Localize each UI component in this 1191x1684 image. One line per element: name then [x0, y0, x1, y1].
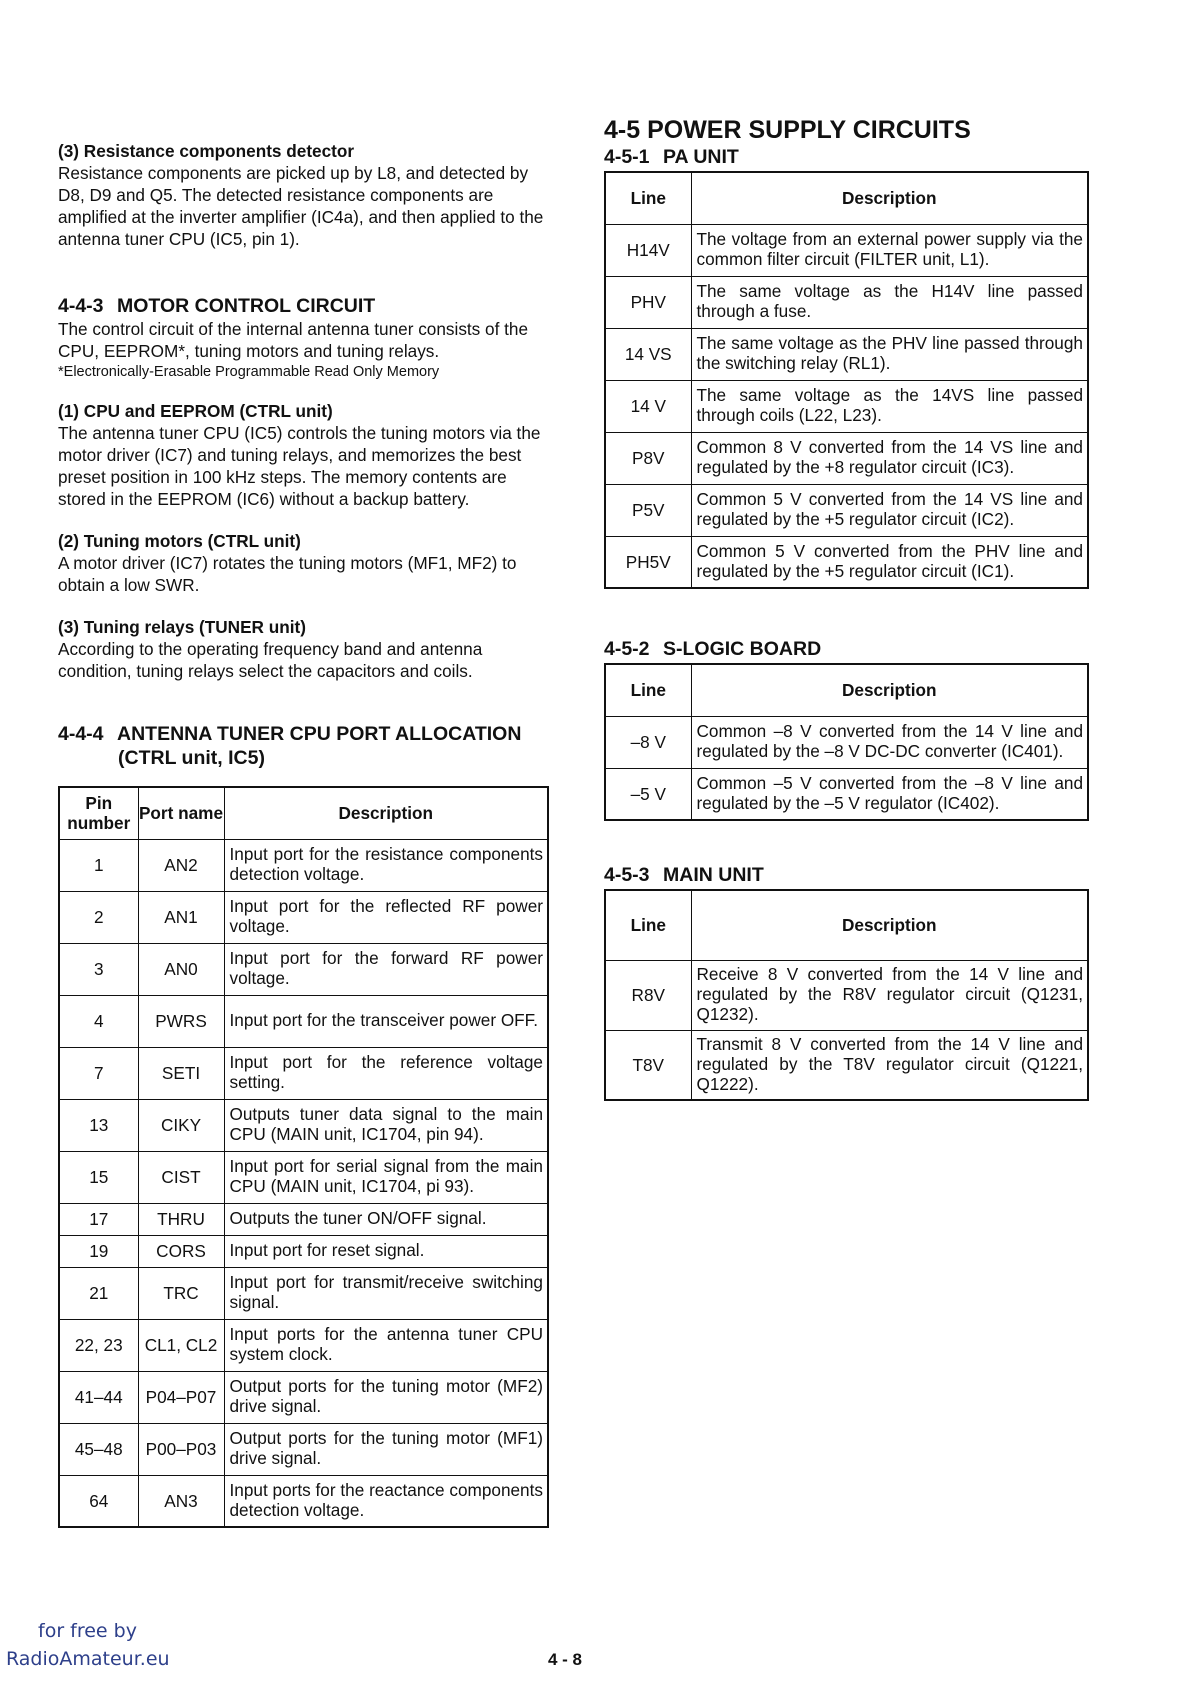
table-row	[59, 1423, 548, 1475]
port-cell: P00–P03	[138, 1423, 224, 1475]
pin-cell: 41–44	[59, 1371, 138, 1423]
table-row	[59, 891, 548, 943]
col-header-description: Description	[691, 172, 1088, 224]
s-logic-heading	[604, 637, 1091, 661]
col-header-line: Line	[605, 664, 691, 716]
line-cell: P5V	[605, 484, 691, 536]
pa-unit-table	[604, 171, 1089, 589]
section-number: 4-5-1	[604, 146, 650, 168]
line-cell: P8V	[605, 432, 691, 484]
section-title: MAIN UNIT	[663, 864, 764, 886]
port-cell: CIST	[138, 1151, 224, 1203]
description-cell: The voltage from an external power supply via the common filter circuit (FILTER unit, L1).	[691, 224, 1088, 276]
description-cell: Input port for the forward RF power voltage.	[224, 943, 548, 995]
pin-cell: 17	[59, 1203, 138, 1235]
cpu-eeprom-body: The antenna tuner CPU (IC5) controls the tuning motors via the motor driver (IC7) and tuning relays, and memorizes the best preset position in 100 kHz steps. The memory contents are stored in the EEPROM (IC6) without a backup battery.	[58, 423, 541, 509]
col-header-port: Port name	[138, 787, 224, 839]
table-row	[605, 484, 1088, 536]
description-cell: Common 8 V converted from the 14 VS line and regulated by the +8 regulator circuit (IC3).	[691, 432, 1088, 484]
port-allocation-table	[58, 786, 549, 1528]
table-row	[59, 1151, 548, 1203]
col-header-line: Line	[605, 890, 691, 960]
section-title: ANTENNA TUNER CPU PORT ALLOCATION	[117, 723, 522, 745]
description-cell: Outputs the tuner ON/OFF signal.	[224, 1203, 548, 1235]
port-cell: AN1	[138, 891, 224, 943]
line-cell: 14 VS	[605, 328, 691, 380]
description-cell: Input ports for the antenna tuner CPU system clock.	[224, 1319, 548, 1371]
pin-cell: 45–48	[59, 1423, 138, 1475]
port-cell: AN0	[138, 943, 224, 995]
description-cell: The same voltage as the 14VS line passed through coils (L22, L23).	[691, 380, 1088, 432]
tuning-relays-heading: (3) Tuning relays (TUNER unit)	[58, 617, 306, 637]
line-cell: –8 V	[605, 716, 691, 768]
table-row	[605, 716, 1088, 768]
table-row	[59, 1371, 548, 1423]
description-cell: Input port for the resistance components detection voltage.	[224, 839, 548, 891]
table-row	[59, 839, 548, 891]
description-cell: Transmit 8 V converted from the 14 V line and regulated by the T8V regulator circuit (Q1221, Q1222).	[691, 1030, 1088, 1100]
port-cell: P04–P07	[138, 1371, 224, 1423]
pin-cell: 3	[59, 943, 138, 995]
table-row	[59, 1099, 548, 1151]
description-cell: Common 5 V converted from the 14 VS line and regulated by the +5 regulator circuit (IC2).	[691, 484, 1088, 536]
description-cell: Outputs tuner data signal to the main CPU (MAIN unit, IC1704, pin 94).	[224, 1099, 548, 1151]
port-cell: SETI	[138, 1047, 224, 1099]
pin-cell: 64	[59, 1475, 138, 1527]
table-row	[59, 1203, 548, 1235]
resistance-detector-body: Resistance components are picked up by L8, and detected by D8, D9 and Q5. The detected resistance components are amplified at the inverter amplifier (IC4a), and then applied to the antenna tuner CPU (IC5, pin 1).	[58, 163, 544, 249]
motor-control-body: The control circuit of the internal antenna tuner consists of the CPU, EEPROM*, tuning motors and tuning relays.	[58, 319, 529, 361]
pin-cell: 13	[59, 1099, 138, 1151]
watermark-line-2[interactable]: RadioAmateur.eu	[6, 1648, 170, 1670]
description-cell: Output ports for the tuning motor (MF2) drive signal.	[224, 1371, 548, 1423]
pin-cell: 2	[59, 891, 138, 943]
port-allocation-subheading: (CTRL unit, IC5)	[118, 747, 265, 769]
right-column	[604, 115, 1091, 1101]
description-cell: Input port for serial signal from the main CPU (MAIN unit, IC1704, pi 93).	[224, 1151, 548, 1203]
tuning-motors-heading: (2) Tuning motors (CTRL unit)	[58, 531, 301, 551]
col-header-description: Description	[224, 787, 548, 839]
section-title: S-LOGIC BOARD	[663, 638, 822, 660]
section-number: 4-4-3	[58, 295, 104, 317]
description-cell: Common 5 V converted from the PHV line and regulated by the +5 regulator circuit (IC1).	[691, 536, 1088, 588]
pin-cell: 15	[59, 1151, 138, 1203]
tuning-relays-body: According to the operating frequency band and antenna condition, tuning relays select the capacitors and coils.	[58, 639, 483, 681]
pa-unit-heading	[604, 145, 1091, 169]
left-column	[58, 140, 550, 1528]
table-row	[59, 1047, 548, 1099]
table-row	[59, 1267, 548, 1319]
line-cell: T8V	[605, 1030, 691, 1100]
page-number: 4 - 8	[548, 1650, 583, 1669]
table-row	[605, 960, 1088, 1030]
col-header-line: Line	[605, 172, 691, 224]
port-cell: THRU	[138, 1203, 224, 1235]
main-unit-heading	[604, 863, 1091, 887]
table-row	[59, 1475, 548, 1527]
port-allocation-heading	[58, 722, 550, 746]
description-cell: Input port for the transceiver power OFF.	[224, 995, 548, 1047]
col-header-description: Description	[691, 890, 1088, 960]
line-cell: –5 V	[605, 768, 691, 820]
main-unit-table	[604, 889, 1089, 1101]
table-row	[605, 328, 1088, 380]
pin-cell: 22, 23	[59, 1319, 138, 1371]
section-title: PA UNIT	[663, 146, 739, 168]
tuning-motors-body: A motor driver (IC7) rotates the tuning motors (MF1, MF2) to obtain a low SWR.	[58, 553, 517, 595]
pin-cell: 19	[59, 1235, 138, 1267]
port-cell: TRC	[138, 1267, 224, 1319]
table-row	[605, 536, 1088, 588]
table-row	[605, 276, 1088, 328]
description-cell: Input port for the reference voltage setting.	[224, 1047, 548, 1099]
section-number: 4-4-4	[58, 723, 104, 745]
line-cell: PH5V	[605, 536, 691, 588]
power-supply-title: 4-5 POWER SUPPLY CIRCUITS	[604, 116, 971, 144]
description-cell: Input port for the reflected RF power voltage.	[224, 891, 548, 943]
line-cell: 14 V	[605, 380, 691, 432]
table-row	[605, 224, 1088, 276]
table-row	[605, 432, 1088, 484]
pin-cell: 4	[59, 995, 138, 1047]
port-cell: AN2	[138, 839, 224, 891]
description-cell: The same voltage as the PHV line passed through the switching relay (RL1).	[691, 328, 1088, 380]
table-row	[59, 1319, 548, 1371]
section-number: 4-5-2	[604, 638, 650, 660]
port-cell: PWRS	[138, 995, 224, 1047]
section-number: 4-5-3	[604, 864, 650, 886]
pin-cell: 21	[59, 1267, 138, 1319]
watermark-line-1: for free by	[38, 1620, 137, 1642]
col-header-description: Description	[691, 664, 1088, 716]
table-row	[605, 1030, 1088, 1100]
table-row	[59, 943, 548, 995]
description-cell: Receive 8 V converted from the 14 V line and regulated by the R8V regulator circuit (Q1231, Q1232).	[691, 960, 1088, 1030]
port-cell: CIKY	[138, 1099, 224, 1151]
description-cell: Input port for reset signal.	[224, 1235, 548, 1267]
line-cell: R8V	[605, 960, 691, 1030]
line-cell: H14V	[605, 224, 691, 276]
port-cell: CORS	[138, 1235, 224, 1267]
col-header-pin: Pin number	[59, 787, 138, 839]
description-cell: Input ports for the reactance components detection voltage.	[224, 1475, 548, 1527]
description-cell: The same voltage as the H14V line passed through a fuse.	[691, 276, 1088, 328]
cpu-eeprom-heading: (1) CPU and EEPROM (CTRL unit)	[58, 401, 333, 421]
resistance-detector-heading: (3) Resistance components detector	[58, 141, 355, 161]
pin-cell: 7	[59, 1047, 138, 1099]
motor-control-heading	[58, 294, 550, 318]
line-cell: PHV	[605, 276, 691, 328]
table-row	[59, 995, 548, 1047]
s-logic-table	[604, 663, 1089, 821]
description-cell: Input port for transmit/receive switching signal.	[224, 1267, 548, 1319]
description-cell: Output ports for the tuning motor (MF1) drive signal.	[224, 1423, 548, 1475]
table-row	[59, 1235, 548, 1267]
port-cell: AN3	[138, 1475, 224, 1527]
section-title: MOTOR CONTROL CIRCUIT	[117, 295, 376, 317]
eeprom-footnote: *Electronically-Erasable Programmable Read Only Memory	[58, 364, 440, 380]
table-row	[605, 380, 1088, 432]
port-cell: CL1, CL2	[138, 1319, 224, 1371]
description-cell: Common –8 V converted from the 14 V line and regulated by the –8 V DC-DC converter (IC401).	[691, 716, 1088, 768]
pin-cell: 1	[59, 839, 138, 891]
description-cell: Common –5 V converted from the –8 V line and regulated by the –5 V regulator (IC402).	[691, 768, 1088, 820]
table-row	[605, 768, 1088, 820]
